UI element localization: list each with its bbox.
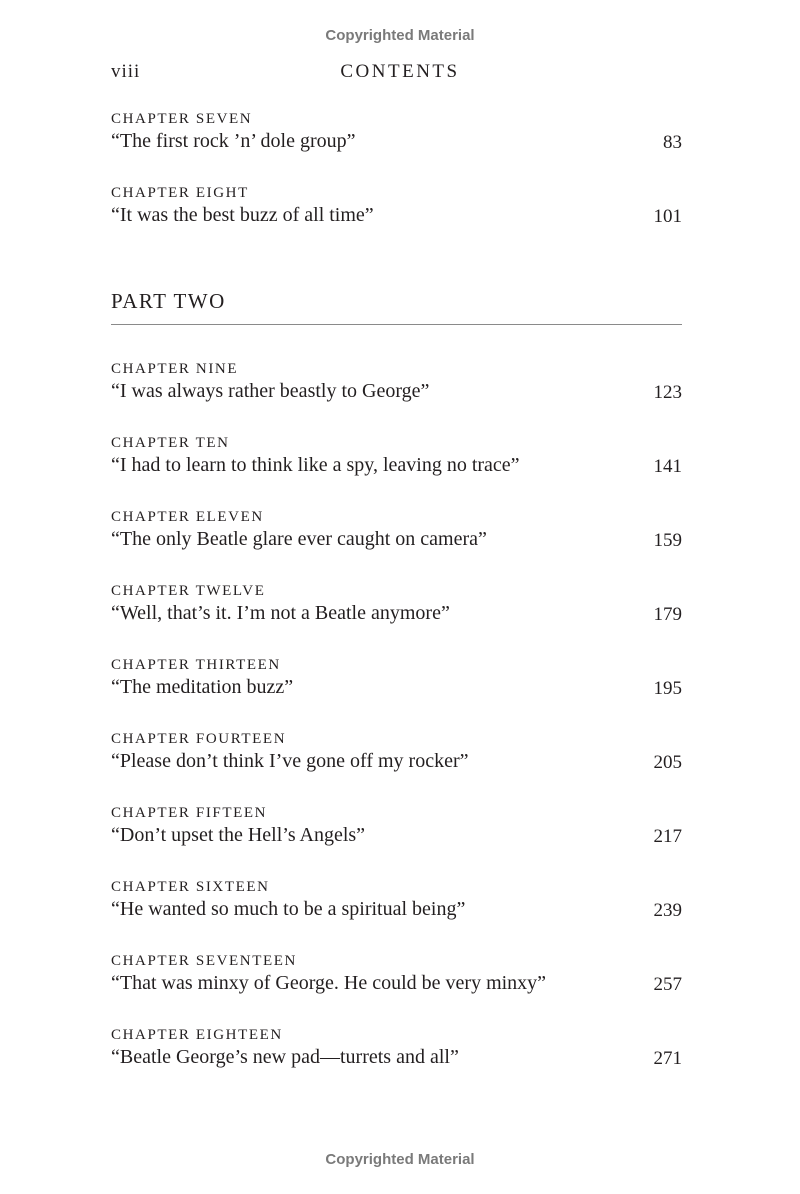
toc-entry[interactable]	[111, 879, 682, 953]
chapter-page-number: 217	[653, 826, 682, 847]
part-heading: PART TWO	[111, 289, 226, 313]
part-two-chapter-list	[111, 361, 682, 1101]
toc-entry[interactable]	[111, 185, 682, 259]
chapter-label: CHAPTER TWELVE	[111, 583, 266, 599]
toc-entry[interactable]	[111, 435, 682, 509]
chapter-page-number: 179	[653, 604, 682, 625]
chapter-page-number: 159	[653, 530, 682, 551]
page-title: CONTENTS	[340, 61, 460, 82]
chapter-page-number: 141	[653, 456, 682, 477]
toc-entry[interactable]	[111, 805, 682, 879]
toc-entry[interactable]	[111, 361, 682, 435]
toc-entry[interactable]	[111, 583, 682, 657]
chapter-title: “I had to learn to think like a spy, leaving no trace”	[111, 454, 520, 476]
chapter-title: “Well, that’s it. I’m not a Beatle anymore”	[111, 602, 450, 624]
copyright-watermark-bottom: Copyrighted Material	[325, 1151, 475, 1168]
chapter-label: CHAPTER SEVENTEEN	[111, 953, 297, 969]
chapter-label: CHAPTER SEVEN	[111, 111, 253, 127]
chapter-title: “The only Beatle glare ever caught on camera”	[111, 528, 487, 550]
chapter-label: CHAPTER ELEVEN	[111, 509, 264, 525]
chapter-label: CHAPTER FIFTEEN	[111, 805, 268, 821]
chapter-title: “Don’t upset the Hell’s Angels”	[111, 824, 366, 846]
chapter-page-number: 271	[653, 1048, 682, 1069]
chapter-label: CHAPTER THIRTEEN	[111, 657, 281, 673]
chapter-title: “The meditation buzz”	[111, 676, 294, 698]
chapter-page-number: 101	[653, 206, 682, 227]
toc-entry[interactable]	[111, 111, 682, 185]
chapter-page-number: 123	[653, 382, 682, 403]
chapter-page-number: 195	[653, 678, 682, 699]
chapter-page-number: 239	[653, 900, 682, 921]
toc-entry[interactable]	[111, 657, 682, 731]
toc-entry[interactable]	[111, 731, 682, 805]
chapter-title: “I was always rather beastly to George”	[111, 380, 430, 402]
chapter-title: “The first rock ’n’ dole group”	[111, 130, 356, 152]
chapter-label: CHAPTER EIGHT	[111, 185, 249, 201]
chapter-label: CHAPTER FOURTEEN	[111, 731, 287, 747]
chapter-title: “It was the best buzz of all time”	[111, 204, 374, 226]
chapter-page-number: 257	[653, 974, 682, 995]
chapter-label: CHAPTER TEN	[111, 435, 230, 451]
toc-entry[interactable]	[111, 1027, 682, 1101]
chapter-page-number: 205	[653, 752, 682, 773]
chapter-title: “That was minxy of George. He could be very minxy”	[111, 972, 547, 994]
part-divider	[111, 324, 682, 325]
chapter-title: “Please don’t think I’ve gone off my rocker”	[111, 750, 469, 772]
chapter-title: “Beatle George’s new pad—turrets and all”	[111, 1046, 459, 1068]
toc-entry[interactable]	[111, 953, 682, 1027]
chapter-label: CHAPTER NINE	[111, 361, 239, 377]
toc-entry[interactable]	[111, 509, 682, 583]
part-one-chapter-list	[111, 111, 682, 259]
chapter-label: CHAPTER EIGHTEEN	[111, 1027, 283, 1043]
chapter-label: CHAPTER SIXTEEN	[111, 879, 270, 895]
chapter-page-number: 83	[663, 132, 682, 153]
copyright-watermark-top: Copyrighted Material	[325, 27, 475, 44]
chapter-title: “He wanted so much to be a spiritual being”	[111, 898, 466, 920]
page-number: viii	[111, 61, 141, 82]
